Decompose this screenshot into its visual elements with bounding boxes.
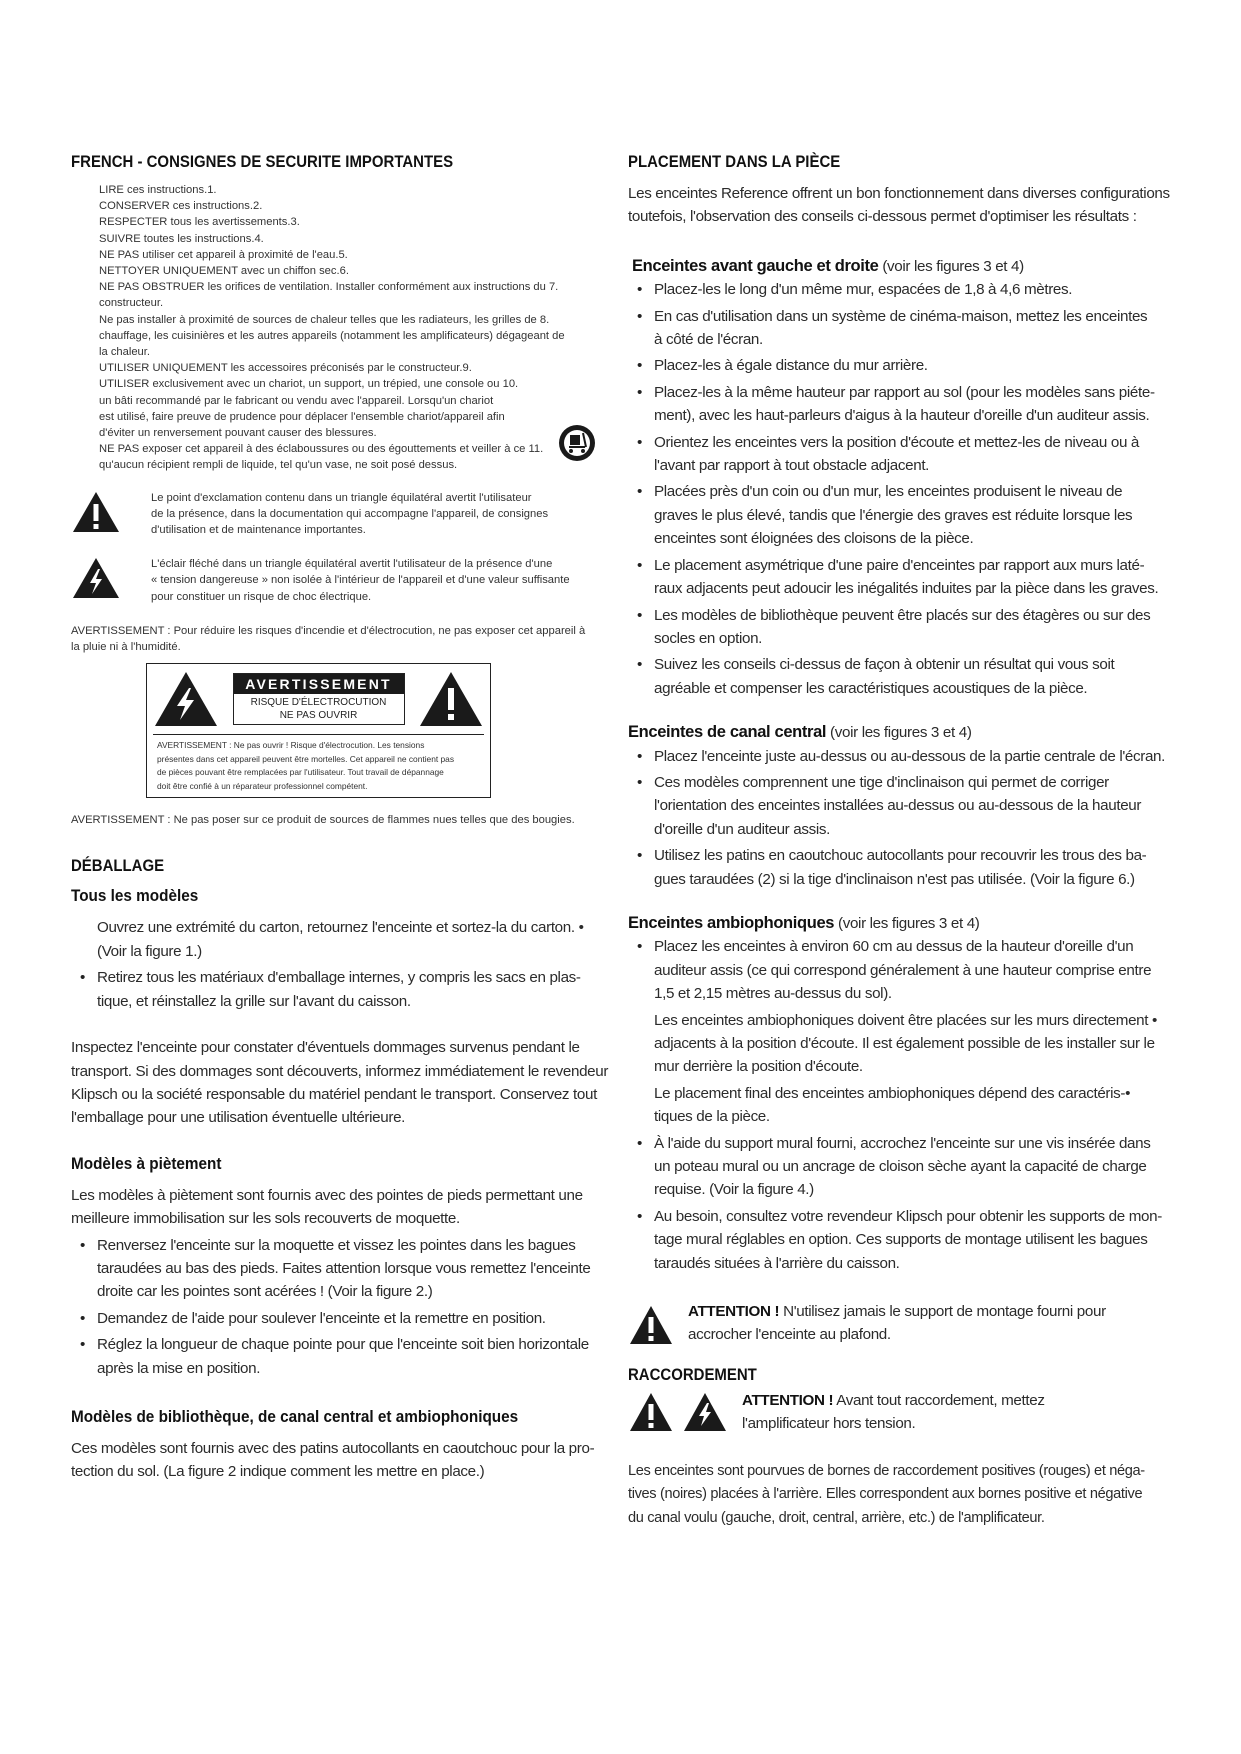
lightning-triangle-icon <box>71 556 121 600</box>
safety-line: NE PAS utiliser cet appareil à proximité de l'eau.5. <box>99 248 348 261</box>
text-line: graves le plus élevé, tandis que l'énergie des graves est réduite lorsque les <box>654 506 1133 524</box>
text-line: Les enceintes Reference offrent un bon fonctionnement dans diverses configurations <box>628 185 1170 202</box>
text-line: gues taraudées (2) si la tige d'inclinaison n'est pas utilisée. (Voir la figure 6.) <box>654 870 1135 888</box>
safety-line: UTILISER UNIQUEMENT les accessoires préconisés par le constructeur.9. <box>99 362 472 375</box>
text-line: raux adjacents peut adoucir les inégalités induites par la pièce dans les graves. <box>654 580 1159 598</box>
tous-title: Tous les modèles <box>71 886 199 906</box>
text-line: après la mise en position. <box>97 1359 261 1377</box>
safety-line: qu'aucun récipient rempli de liquide, tel qu'un vase, ne soit posé dessus. <box>99 459 458 472</box>
list-item <box>628 604 1198 651</box>
text-line: Inspectez l'enceinte pour constater d'éventuels dommages survenus pendant le <box>71 1039 580 1057</box>
raccord-title: RACCORDEMENT <box>628 1364 757 1384</box>
list-item <box>628 278 1198 301</box>
deballage-title: DÉBALLAGE <box>71 856 165 876</box>
text-line: d'oreille d'un auditeur assis. <box>654 820 830 838</box>
text-line: • À l'aide du support mural fourni, accrochez l'enceinte sur une vis insérée dans <box>654 1134 1151 1152</box>
text-line: taraudés situées à l'arrière du caisson. <box>654 1254 900 1272</box>
list-item <box>71 966 631 1013</box>
safety-line: est utilisé, faire preuve de prudence pour déplacer l'ensemble chariot/appareil afin <box>99 410 505 423</box>
text-line: ment), avec les haut-parleurs d'aigus à la hauteur d'oreille d'un auditeur assis. <box>654 407 1150 425</box>
list-item <box>628 771 1198 841</box>
text-line: tection du sol. (La figure 2 indique comment les mettre en place.) <box>71 1463 485 1481</box>
attention-label: ATTENTION ! <box>742 1391 834 1409</box>
list-item <box>71 1333 631 1380</box>
text-line: • Placez l'enceinte juste au-dessus ou au-dessous de la partie centrale de l'écran. <box>654 747 1166 765</box>
exclamation-triangle-icon <box>628 1304 674 1346</box>
rain-warning-line: la pluie ni à l'humidité. <box>71 641 181 654</box>
list-item <box>628 381 1198 428</box>
avant-heading <box>632 255 1198 278</box>
central-ref: (voir les figures 3 et 4) <box>826 724 972 742</box>
text-line: tiques de la pièce. <box>654 1108 770 1126</box>
placement-paragraph <box>628 182 1198 229</box>
left-column <box>71 152 631 1484</box>
exclamation-notice <box>71 490 631 539</box>
warning-label-line: présentes dans cet appareil peuvent être mortelles. Cet appareil ne contient pas <box>157 753 455 764</box>
text-line: requise. (Voir la figure 4.) <box>654 1181 814 1199</box>
text-line: tives (noires) placées à l'arrière. Elles correspondent aux bornes positive et négative <box>628 1486 1143 1503</box>
text-line: l'emballage pour une utilisation éventuelle ultérieure. <box>71 1109 406 1127</box>
text-line: Les enceintes ambiophoniques doivent être placées sur les murs directement • <box>654 1011 1157 1029</box>
warning-label-sub: RISQUE D'ÉLECTROCUTION <box>250 697 387 709</box>
text-line: tique, et réinstallez la grille sur l'avant du caisson. <box>97 992 411 1010</box>
safety-line: chauffage, les cuisinières et les autres appareils (notamment les amplificateurs) dégageant de <box>99 329 565 342</box>
text-line: • Placez-les à égale distance du mur arrière. <box>654 357 928 375</box>
avant-ref: (voir les figures 3 et 4) <box>878 257 1024 275</box>
list-item <box>628 431 1198 478</box>
avant-title: Enceintes avant gauche et droite <box>632 256 879 275</box>
placement-title: PLACEMENT DANS LA PIÈCE <box>628 152 841 171</box>
text-line: l'orientation des enceintes installées au-dessus ou au-dessous de la hauteur <box>654 797 1142 815</box>
attention-ceiling <box>628 1300 1198 1347</box>
avant-list <box>628 278 1198 700</box>
text-line: l'avant par rapport à tout obstacle adjacent. <box>654 457 930 475</box>
flames-warning: AVERTISSEMENT : Ne pas poser sur ce produit de sources de flammes nues telles que des bougies. <box>71 814 575 827</box>
list-item <box>628 354 1198 377</box>
safety-list <box>99 182 631 474</box>
text-line: • En cas d'utilisation dans un système de cinéma-maison, mettez les enceintes <box>654 307 1148 325</box>
text-line: adjacents à la position d'écoute. Il est également possible de les installer sur le <box>654 1035 1155 1052</box>
warning-label-line: de pièces pouvant être remplacées par l'utilisateur. Tout travail de dépannage <box>157 767 444 778</box>
text-line: enceintes sont éloignées des cloisons de la pièce. <box>654 530 974 548</box>
cart-warning-icon <box>557 423 597 463</box>
text-line: • Au besoin, consultez votre revendeur Klipsch pour obtenir les supports de mon- <box>654 1207 1162 1225</box>
lightning-triangle-icon <box>153 670 219 728</box>
safety-line: NETTOYER UNIQUEMENT avec un chiffon sec.6. <box>99 265 349 278</box>
raccord-paragraph <box>628 1460 1198 1530</box>
text-line: Le placement final des enceintes ambiophoniques dépend des caractéris-• <box>654 1084 1131 1102</box>
text-line: agréable et compenser les caractéristiques acoustiques de la pièce. <box>654 679 1088 697</box>
text-line: • Ces modèles comprennent une tige d'inclinaison qui permet de corriger <box>654 773 1109 791</box>
text-line: 1,5 et 2,15 mètres au-dessus du sol). <box>654 985 892 1003</box>
lightning-notice <box>71 556 631 605</box>
text-line: socles en option. <box>654 629 763 647</box>
text-line: • Placez les enceintes à environ 60 cm au dessus de la hauteur d'oreille d'un <box>654 938 1134 956</box>
warning-label-title: AVERTISSEMENT <box>234 674 404 694</box>
list-item <box>71 1307 631 1330</box>
lightning-line: « tension dangereuse » non isolée à l'intérieur de l'appareil et d'une valeur suffisante <box>151 574 570 587</box>
list-item <box>628 653 1198 700</box>
exclamation-triangle-icon <box>418 670 484 728</box>
ambio-ref: (voir les figures 3 et 4) <box>834 914 980 932</box>
safety-line: constructeur. <box>99 297 164 310</box>
exclamation-line: de la présence, dans la documentation qui accompagne l'appareil, de consignes <box>151 507 549 520</box>
text-line: • Utilisez les patins en caoutchouc autocollants pour recouvrir les trous des ba- <box>654 847 1147 865</box>
warning-label-sub: NE PAS OUVRIR <box>279 710 358 722</box>
warning-label-line: AVERTISSEMENT : Ne pas ouvrir ! Risque d'électrocution. Les tensions <box>157 740 425 751</box>
warning-label-box <box>146 663 491 798</box>
safety-line: NE PAS exposer cet appareil à des éclaboussures ou des égouttements et veiller à ce 11. <box>99 443 544 456</box>
text-line: (Voir la figure 1.) <box>97 942 202 960</box>
safety-line: LIRE ces instructions.1. <box>99 184 217 196</box>
text-line: • Renversez l'enceinte sur la moquette et vissez les pointes dans les bagues <box>97 1236 576 1254</box>
attention-label: ATTENTION ! <box>688 1303 780 1321</box>
rain-warning <box>71 623 631 655</box>
safety-line: un bâti recommandé par le fabricant ou vendu avec l'appareil. Lorsqu'un chariot <box>99 394 494 407</box>
lightning-triangle-icon <box>682 1391 728 1433</box>
right-column <box>628 152 1198 1530</box>
biblio-title: Modèles de bibliothèque, de canal central et ambiophoniques <box>71 1406 519 1426</box>
text-line: droite car les pointes sont acérées ! (Voir la figure 2.) <box>97 1283 433 1301</box>
attention-text: Avant tout raccordement, mettez <box>833 1391 1045 1409</box>
text-line: Les enceintes sont pourvues de bornes de raccordement positives (rouges) et néga- <box>628 1462 1145 1479</box>
list-item <box>628 554 1198 601</box>
text-line: • Retirez tous les matériaux d'emballage internes, y compris les sacs en plas- <box>97 969 581 987</box>
central-heading <box>628 721 1198 744</box>
safety-line: UTILISER exclusivement avec un chariot, un support, un trépied, une console ou 10. <box>99 378 519 391</box>
safety-line: NE PAS OBSTRUER les orifices de ventilation. Installer conformément aux instructions du 7. <box>99 281 559 294</box>
tous-section <box>71 916 631 1013</box>
ambio-heading <box>628 912 1198 935</box>
text-line: meilleure immobilisation sur les sols recouverts de moquette. <box>71 1210 460 1228</box>
safety-line: SUIVRE toutes les instructions.4. <box>99 232 264 245</box>
list-item <box>628 844 1198 891</box>
text-line: un poteau mural ou un ancrage de cloison sèche ayant la capacité de charge <box>654 1158 1147 1176</box>
text-line: • Les modèles de bibliothèque peuvent être placés sur des étagères ou sur des <box>654 606 1151 624</box>
safety-line: la chaleur. <box>99 346 150 359</box>
text-line: du canal voulu (gauche, droit, central, arrière, etc.) de l'amplificateur. <box>628 1509 1045 1526</box>
attention-text: l'amplificateur hors tension. <box>742 1415 916 1433</box>
text-line: • Placez-les à la même hauteur par rapport au sol (pour les modèles sans piéte- <box>654 383 1155 401</box>
inspect-paragraph <box>71 1036 631 1130</box>
text-line: • Le placement asymétrique d'une paire d'enceintes par rapport aux murs laté- <box>654 556 1145 574</box>
list-item <box>628 305 1198 352</box>
safety-line: d'éviter un renversement pouvant causer des blessures. <box>99 427 377 440</box>
text-line: taraudées au bas des pieds. Faites attention lorsque vous remettez l'enceinte <box>97 1259 591 1277</box>
pietement-title: Modèles à piètement <box>71 1153 222 1173</box>
biblio-paragraph <box>71 1437 631 1484</box>
text-line: Les modèles à piètement sont fournis avec des pointes de pieds permettant une <box>71 1186 583 1204</box>
text-line: • Demandez de l'aide pour soulever l'enceinte et la remettre en position. <box>97 1309 546 1327</box>
text-line: Ces modèles sont fournis avec des patins autocollants en caoutchouc pour la pro- <box>71 1439 595 1457</box>
exclamation-triangle-icon <box>71 490 121 534</box>
safety-line: Ne pas installer à proximité de sources de chaleur telles que les radiateurs, les grilles de 8. <box>99 313 550 326</box>
lightning-line: pour constituer un risque de choc électrique. <box>151 590 372 603</box>
pietement-section <box>71 1184 631 1380</box>
central-title: Enceintes de canal central <box>628 723 827 742</box>
text-line: toutefois, l'observation des conseils ci-dessous permet d'optimiser les résultats : <box>628 208 1137 226</box>
warning-label-line: doit être confié à un réparateur professionnel compétent. <box>157 780 368 791</box>
list-item <box>71 1234 631 1304</box>
safety-line: CONSERVER ces instructions.2. <box>99 200 263 213</box>
lightning-line: L'éclair fléché dans un triangle équilatéral avertit l'utilisateur de la présence d'une <box>151 558 553 571</box>
text-line: à côté de l'écran. <box>654 331 763 349</box>
text-line: Klipsch ou la société responsable du matériel pendant le transport. Conservez tout <box>71 1085 597 1103</box>
ambio-section <box>628 935 1198 1275</box>
list-item <box>628 1132 1198 1202</box>
text-line: transport. Si des dommages sont découverts, informez immédiatement le revendeur <box>71 1062 609 1080</box>
text-line: auditeur assis (ce qui correspond généralement à une hauteur comprise entre <box>654 961 1152 979</box>
exclamation-triangle-icon <box>628 1391 674 1433</box>
text-line: tage mural réglables en option. Ces supports de montage utilisent les bagues <box>654 1231 1148 1249</box>
central-list <box>628 745 1198 891</box>
text-line: • Suivez les conseils ci-dessus de façon à obtenir un résultat qui vous soit <box>654 656 1115 674</box>
text-line: • Réglez la longueur de chaque pointe pour que l'enceinte soit bien horizontale <box>97 1336 589 1354</box>
attention-text: N'utilisez jamais le support de montage fourni pour <box>779 1303 1106 1321</box>
text-line: • Orientez les enceintes vers la position d'écoute et mettez-les de niveau ou à <box>654 433 1140 451</box>
list-item <box>628 935 1198 1005</box>
warning-label-body <box>153 734 484 793</box>
attention-power <box>628 1389 1198 1436</box>
safety-title: FRENCH - CONSIGNES DE SECURITE IMPORTANTES <box>71 152 454 171</box>
exclamation-line: Le point d'exclamation contenu dans un triangle équilatéral avertit l'utilisateur <box>151 491 532 504</box>
text-line: Ouvrez une extrémité du carton, retournez l'enceinte et sortez-la du carton. • <box>97 919 584 937</box>
text-line: mur derrière la position d'écoute. <box>654 1058 863 1076</box>
text-line: • Placées près d'un coin ou d'un mur, les enceintes produisent le niveau de <box>654 483 1123 501</box>
ambio-title: Enceintes ambiophoniques <box>628 913 835 932</box>
warning-label-center <box>233 673 405 725</box>
attention-text: accrocher l'enceinte au plafond. <box>688 1326 891 1344</box>
safety-line: RESPECTER tous les avertissements.3. <box>99 216 300 229</box>
text-line: • Placez-les le long d'un même mur, espacées de 1,8 à 4,6 mètres. <box>654 281 1073 299</box>
list-item <box>628 480 1198 550</box>
rain-warning-line: AVERTISSEMENT : Pour réduire les risques d'incendie et d'électrocution, ne pas exposer cet appareil à <box>71 624 586 637</box>
list-item <box>628 1205 1198 1275</box>
list-item <box>628 745 1198 768</box>
exclamation-line: d'utilisation et de maintenance importantes. <box>151 524 366 537</box>
